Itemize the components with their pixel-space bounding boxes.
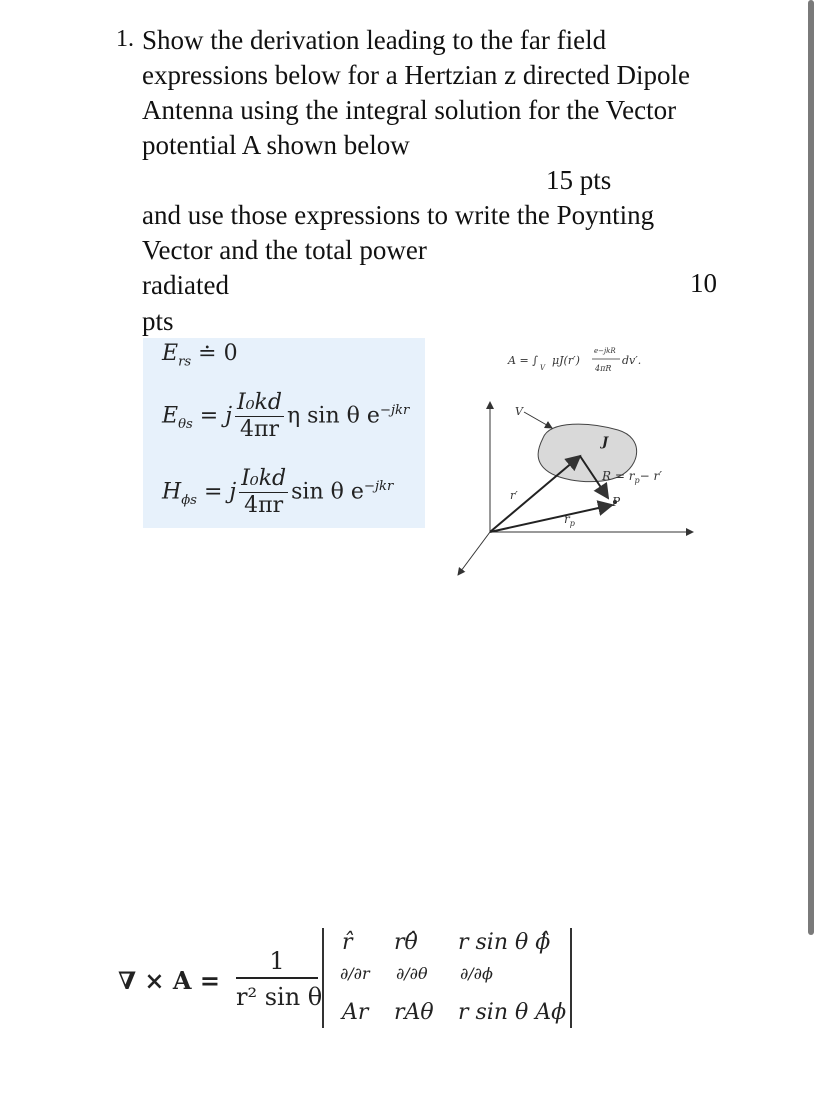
vector-potential-diagram xyxy=(440,330,710,580)
question-number: 1. xyxy=(116,26,134,52)
eq-e-theta: $E_{\theta s} = j$ $\frac{\text{I₀kd}}{4\pi r}$ η sin θ $e^{-jkr}$ xyxy=(162,390,410,442)
svg-text:dv′.: dv′. xyxy=(622,354,642,367)
eq-e-r: $E_{rs}$ ≐ 0 xyxy=(162,341,238,370)
question-line-6: Vector and the total power xyxy=(142,235,427,265)
svg-text:μJ(r′): μJ(r′) xyxy=(552,354,580,367)
eq-h-phi: $H_{\phi s} = j$ $\frac{\text{I₀kd}}{4\pi r}$ sin θ $e^{-jkr}$ xyxy=(162,466,394,518)
points-10-unit: pts xyxy=(142,306,174,336)
v-pointer xyxy=(524,412,552,428)
label-v: V xyxy=(515,405,523,418)
scrollbar[interactable] xyxy=(808,0,814,935)
determinant-left-bar xyxy=(322,928,324,1028)
rp-vector xyxy=(490,505,612,532)
svg-text:V: V xyxy=(540,364,546,372)
points-10-value: 10 xyxy=(690,268,717,298)
determinant-right-bar xyxy=(570,928,572,1028)
question-line-4: potential A shown below xyxy=(142,130,410,160)
question-line-2: expressions below for a Hertzian z directed Dipole xyxy=(142,60,691,90)
points-15: 15 pts xyxy=(546,165,612,195)
label-j: J xyxy=(602,435,609,450)
svg-text:e−jkR: e−jkR xyxy=(594,347,616,355)
question-line-5: and use those expressions to write the Poynting xyxy=(142,200,655,230)
svg-text:4πR: 4πR xyxy=(595,364,612,373)
label-rp: $r_p$ xyxy=(564,512,575,528)
vector-potential-formula xyxy=(507,347,641,373)
label-r-eq: $R = r_p- r'$ xyxy=(602,469,662,485)
curl-numerator: 1 xyxy=(269,947,285,975)
x-axis xyxy=(458,532,490,575)
curl-denominator: r² sin θ xyxy=(236,983,323,1011)
label-r-prime: r′ xyxy=(510,489,518,502)
label-p: P xyxy=(612,495,621,509)
question-line-1: Show the derivation leading to the far field xyxy=(142,25,607,55)
question-line-3: Antenna using the integral solution for the Vector xyxy=(142,95,677,125)
radiated-word: radiated xyxy=(142,270,229,300)
svg-text:A = ∫: A = ∫ xyxy=(508,354,538,367)
curl-lhs: ∇ × A = xyxy=(118,966,220,995)
